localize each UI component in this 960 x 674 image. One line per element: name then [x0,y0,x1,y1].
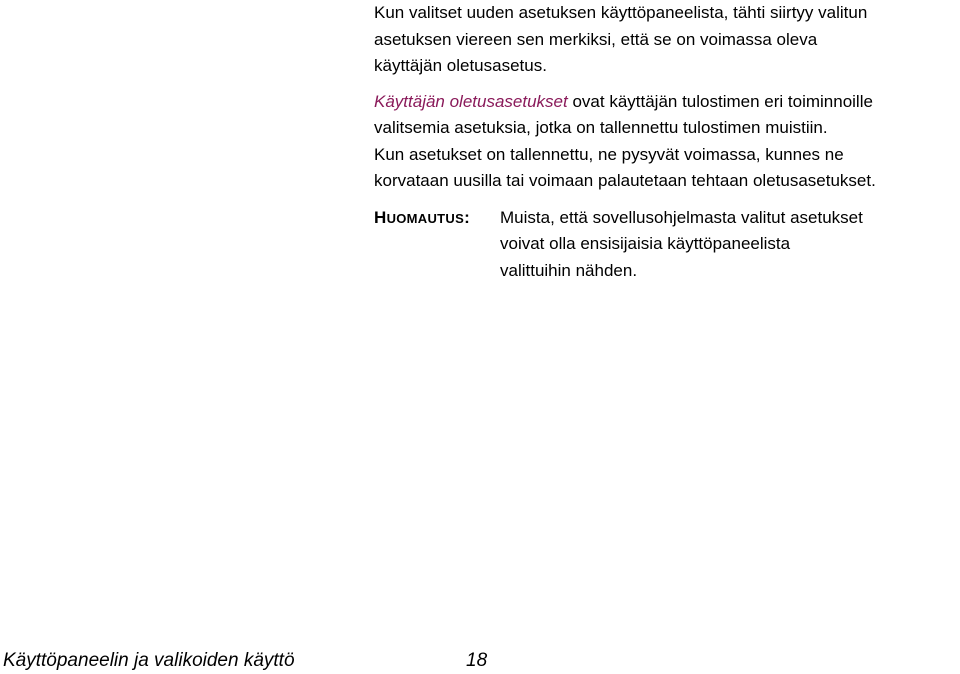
note-label-rest: UOMAUTUS [386,210,465,226]
note-label-colon: : [464,207,471,227]
text-line: asetuksen viereen sen merkiksi, että se on voimassa oleva [374,29,818,49]
glossary-term-link[interactable]: Käyttäjän oletusasetukset [374,91,568,111]
note-label [374,205,500,285]
page-number: 18 [466,650,488,671]
paragraph-user-defaults [374,89,960,195]
text-fragment: ovat käyttäjän tulostimen eri toiminnoille [567,91,873,111]
note-label-initial: H [374,207,387,227]
text-line: voivat olla ensisijaisia käyttöpaneelista [500,234,791,253]
text-line: Muista, että sovellusohjelmasta valitut asetukset [500,207,863,227]
text-line: käyttäjän oletusasetus. [374,56,547,75]
text-line [374,89,960,116]
text-line: valittuihin nähden. [500,260,638,280]
paragraph-current-setting [374,0,960,80]
text-line: Kun valitset uuden asetuksen käyttöpaneelista, tähti siirtyy valitun [374,3,868,22]
document-body [374,0,960,284]
text-line: Kun asetukset on tallennettu, ne pysyvät voimassa, kunnes ne [374,144,844,164]
text-line: valitsemia asetuksia, jotka on tallennettu tulostimen muistiin. [374,118,828,137]
text-line: korvataan uusilla tai voimaan palautetaan tehtaan oletusasetukset. [374,171,876,190]
footer-title: Käyttöpaneelin ja valikoiden käyttö [3,650,295,671]
note-block [374,205,960,285]
note-text [500,205,960,285]
